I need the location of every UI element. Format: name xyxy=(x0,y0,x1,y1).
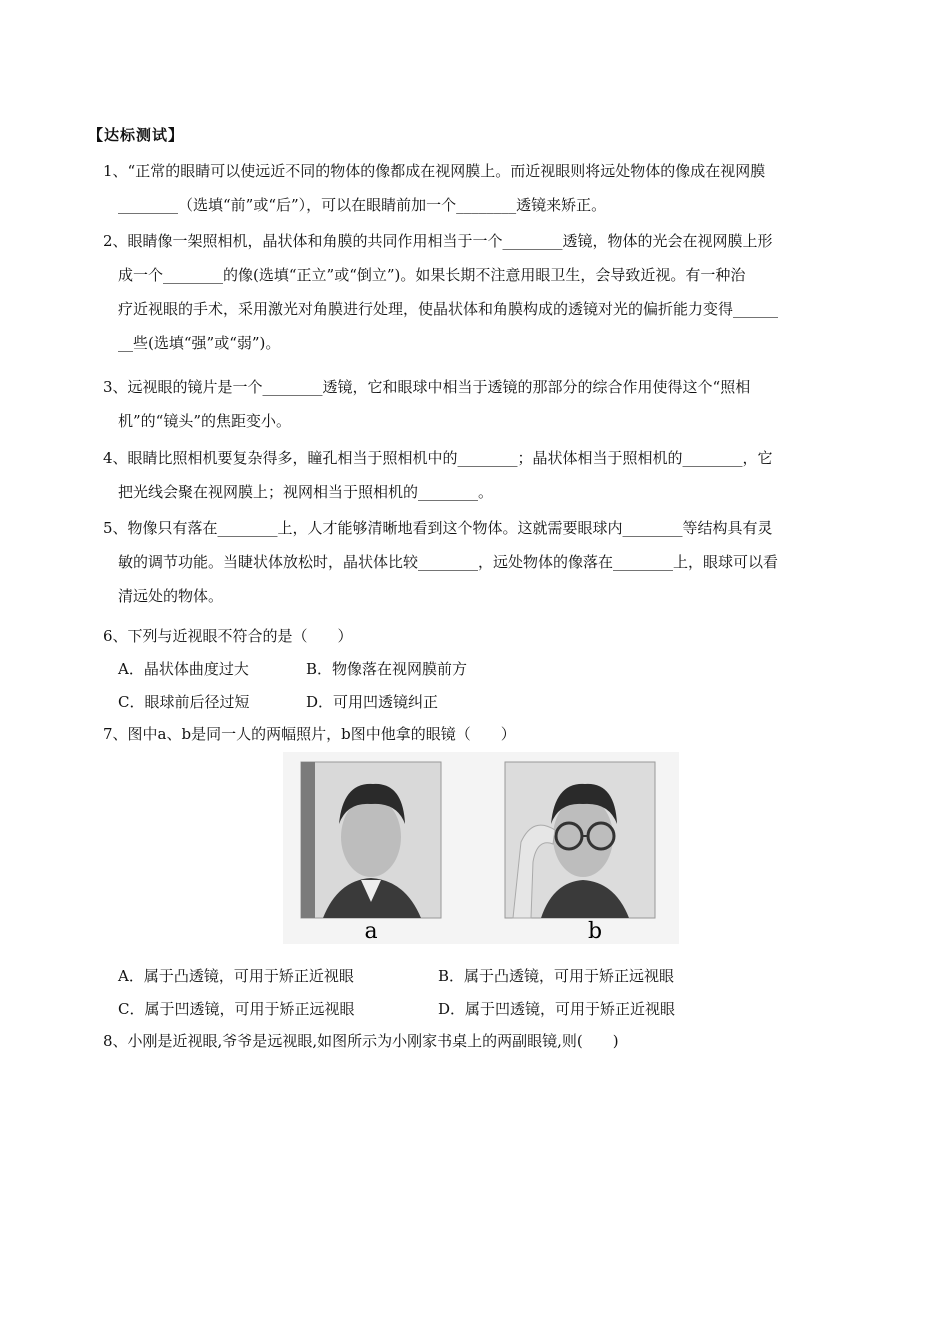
option-b: B．属于凸透镜，可用于矫正远视眼 xyxy=(438,967,675,985)
caption-b: b xyxy=(587,919,603,944)
question-2-line-2: 成一个________的像(选填“正立”或“倒立”)。如果长期不注意用眼卫生，会导致近视。有一种治 xyxy=(118,266,746,284)
question-1 xyxy=(103,154,873,222)
question-7-stem: 7、图中a、b是同一人的两幅照片，b图中他拿的眼镜（ ） xyxy=(103,725,516,743)
question-7-options-row-1 xyxy=(118,966,674,986)
caption-a: a xyxy=(364,919,378,944)
question-6-options-row-2 xyxy=(118,692,438,712)
question-2 xyxy=(103,224,873,360)
option-a: A．晶状体曲度过大 xyxy=(118,660,249,678)
question-4 xyxy=(103,441,873,509)
photo-b xyxy=(505,762,655,918)
question-4-line-1: 4、眼睛比照相机要复杂得多，瞳孔相当于照相机中的________；晶状体相当于照相机的________，它 xyxy=(103,449,773,467)
option-d: D．属于凹透镜，可用于矫正近视眼 xyxy=(438,1000,676,1018)
section-title: 【达标测试】 xyxy=(88,126,185,144)
question-5-line-3: 清远处的物体。 xyxy=(118,587,224,605)
figure-two-photos xyxy=(283,752,679,944)
option-c: C．眼球前后径过短 xyxy=(118,693,250,711)
option-d: D．可用凹透镜纠正 xyxy=(306,693,439,711)
question-6-options-row-1 xyxy=(118,659,467,679)
option-a: A．属于凸透镜，可用于矫正近视眼 xyxy=(118,967,354,985)
question-8-stem: 8、小刚是近视眼,爷爷是远视眼,如图所示为小刚家书桌上的两副眼镜,则( ) xyxy=(103,1032,619,1050)
question-1-line-2: ________（选填“前”或“后”），可以在眼睛前加一个________透镜来矫正。 xyxy=(118,196,607,214)
option-c: C．属于凹透镜，可用于矫正远视眼 xyxy=(118,1000,355,1018)
question-2-line-1: 2、眼睛像一架照相机，晶状体和角膜的共同作用相当于一个________透镜，物体的光会在视网膜上形 xyxy=(103,232,773,250)
question-6 xyxy=(103,619,873,653)
question-6-stem: 6、下列与近视眼不符合的是（ ） xyxy=(103,627,353,645)
question-3-line-2: 机”的“镜头”的焦距变小。 xyxy=(118,412,292,430)
question-3-line-1: 3、远视眼的镜片是一个________透镜，它和眼球中相当于透镜的那部分的综合作用使得这个“照相 xyxy=(103,378,751,396)
question-3 xyxy=(103,370,873,438)
question-5-line-1: 5、物像只有落在________上，人才能够清晰地看到这个物体。这就需要眼球内________等结构具有灵 xyxy=(103,519,773,537)
question-7 xyxy=(103,717,873,751)
question-8 xyxy=(103,1024,873,1058)
photo-a xyxy=(301,762,441,918)
question-1-line-1: 1、“正常的眼睛可以使远近不同的物体的像都成在视网膜上。而近视眼则将远处物体的像成在视网膜 xyxy=(103,162,766,180)
option-b: B．物像落在视网膜前方 xyxy=(306,660,468,678)
question-7-options-row-2 xyxy=(118,999,675,1019)
question-4-line-2: 把光线会聚在视网膜上；视网相当于照相机的________。 xyxy=(118,483,494,501)
question-2-line-3: 疗近视眼的手术，采用激光对角膜进行处理，使晶状体和角膜构成的透镜对光的偏折能力变得______ xyxy=(118,300,779,318)
question-5-line-2: 敏的调节功能。当睫状体放松时，晶状体比较________，远处物体的像落在________上，眼球可以看 xyxy=(118,553,779,571)
figure-photos-svg xyxy=(283,752,679,944)
question-2-line-4: __些(选填“强”或“弱”)。 xyxy=(118,334,281,352)
question-5 xyxy=(103,511,873,613)
